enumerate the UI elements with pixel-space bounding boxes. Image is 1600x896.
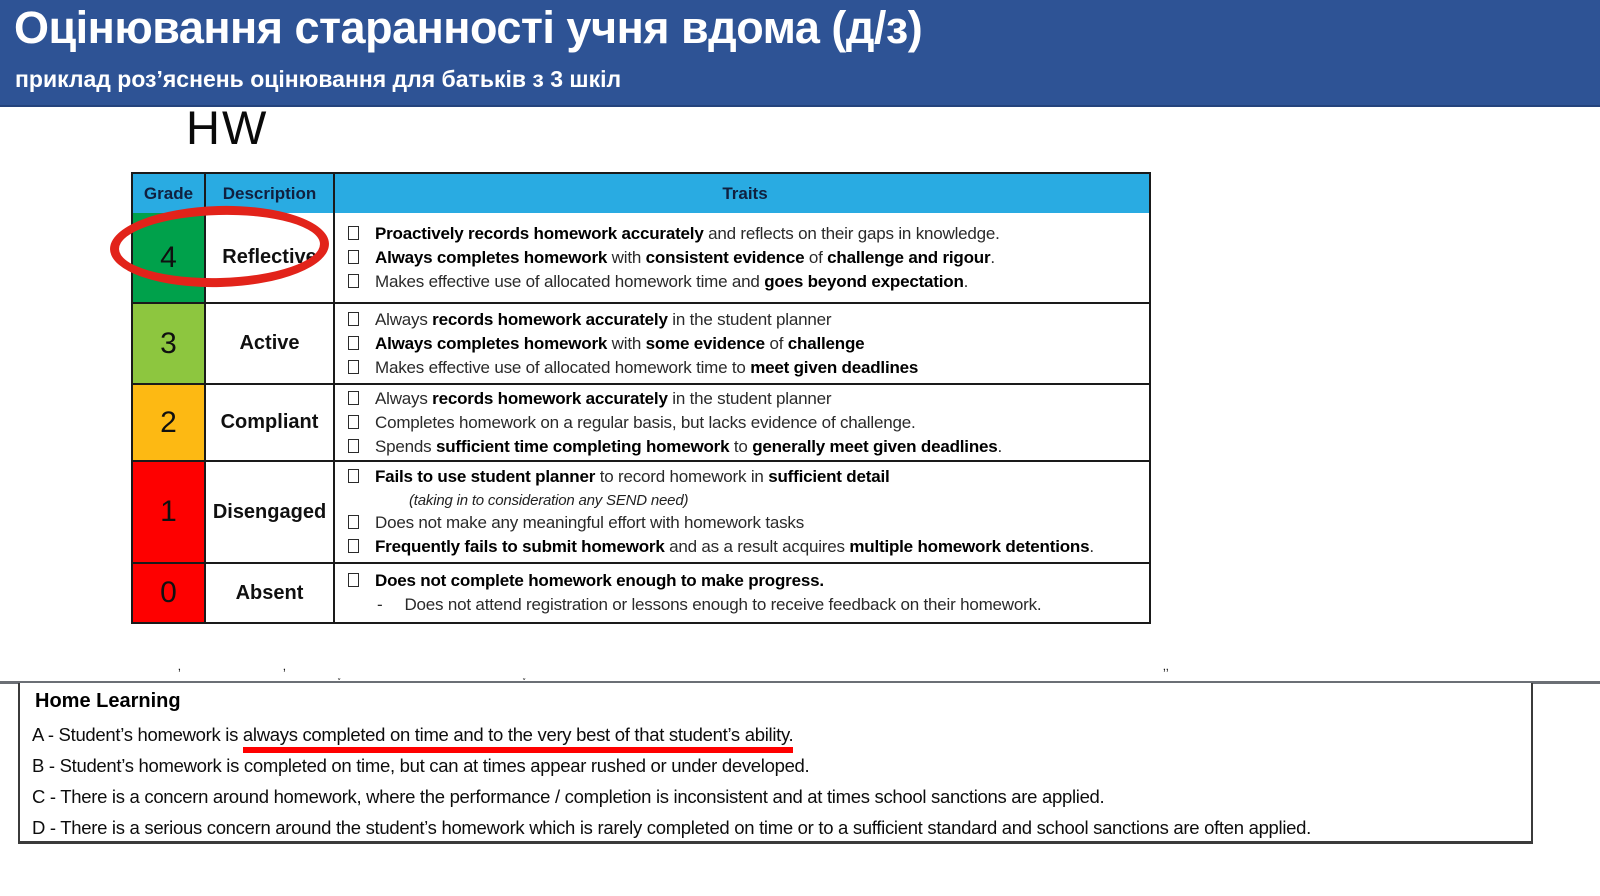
- traits-cell: [333, 564, 1149, 622]
- text-segment: of: [764, 333, 788, 353]
- text-segment: Always: [375, 309, 433, 329]
- description-cell: Reflective: [204, 213, 333, 302]
- text-segment: with: [607, 247, 646, 267]
- text-segment: records homework accurately: [432, 388, 668, 408]
- text-segment: and as a result acquires: [664, 537, 850, 556]
- text-segment: of: [804, 247, 828, 267]
- text-segment: Fails to use student planner: [375, 467, 596, 486]
- text-segment: challenge: [787, 333, 865, 353]
- text-segment: and reflects on their gaps in knowledge.: [703, 223, 1000, 243]
- text-segment: some evidence: [645, 333, 765, 353]
- text-segment: Always completes homework: [375, 333, 608, 353]
- checkbox-icon: [348, 226, 359, 240]
- checkbox-icon: [348, 360, 359, 374]
- text-segment: C - There is a concern around homework, where the performance / completion is inconsistent and at times school sanctions are applied.: [32, 786, 1105, 807]
- trait-line: [409, 489, 1143, 511]
- column-header-traits: Traits: [333, 174, 1149, 213]
- text-segment: with: [607, 333, 646, 353]
- clipped-glyph: ʼ: [283, 668, 286, 681]
- clipped-glyph: ˯: [337, 668, 342, 681]
- trait-line: [347, 356, 1143, 380]
- text-segment: (taking in to consideration any SEND need): [409, 492, 689, 509]
- rubric-row-grade-1: [133, 460, 1149, 562]
- text-segment: .: [1089, 537, 1094, 556]
- home-learning-box: [18, 683, 1533, 844]
- text-segment: Completes homework on a regular basis, but lacks evidence of challenge.: [375, 412, 916, 432]
- trait-line: [347, 246, 1143, 270]
- text-segment: generally meet given deadlines: [752, 436, 998, 456]
- text-segment: multiple homework detentions: [849, 537, 1090, 556]
- checkbox-icon: [348, 274, 359, 288]
- checkbox-icon: [348, 250, 359, 264]
- checkbox-icon: [348, 469, 359, 483]
- description-cell: Active: [204, 304, 333, 383]
- trait-line: [347, 332, 1143, 356]
- text-segment: Makes effective use of allocated homework time and: [375, 271, 765, 291]
- description-cell: Compliant: [204, 385, 333, 460]
- text-segment: consistent evidence: [645, 247, 805, 267]
- text-segment: goes beyond expectation: [764, 271, 964, 291]
- text-segment: in the student planner: [667, 388, 832, 408]
- text-segment: .: [963, 271, 969, 291]
- trait-line: [347, 511, 1143, 535]
- text-segment: Proactively records homework accurately: [375, 223, 704, 243]
- trait-line: [347, 593, 1143, 617]
- checkbox-icon: [348, 391, 359, 405]
- text-segment: Frequently fails to submit homework: [375, 537, 665, 556]
- page-subtitle: приклад роз’яснень оцінювання для батьків з 3 шкіл: [15, 66, 622, 92]
- checkbox-icon: [348, 515, 359, 529]
- table-header-row: [133, 174, 1149, 213]
- text-segment: Always completes homework: [375, 247, 608, 267]
- column-header-grade: Grade: [143, 183, 194, 203]
- rubric-table: [131, 172, 1151, 624]
- text-segment: A - Student’s homework is: [32, 724, 243, 745]
- trait-line: [347, 535, 1143, 559]
- clipped-glyph: ˯: [522, 668, 527, 681]
- text-segment: always completed on time and to the very best of that student’s ability.: [243, 724, 794, 753]
- checkbox-icon: [348, 312, 359, 326]
- rubric-row-grade-2: [133, 383, 1149, 460]
- trait-line: [347, 435, 1143, 459]
- home-learning-line: [32, 812, 1521, 843]
- text-segment: to record homework in: [595, 467, 769, 486]
- traits-cell: [333, 462, 1149, 562]
- text-segment: records homework accurately: [432, 309, 668, 329]
- text-segment: Always: [375, 388, 433, 408]
- grade-cell: 0: [133, 564, 204, 622]
- text-segment: Makes effective use of allocated homework time to: [375, 357, 751, 377]
- traits-cell: [333, 213, 1149, 302]
- hw-label: HW: [186, 101, 269, 154]
- text-segment: Does not complete homework enough to make progress.: [375, 571, 824, 590]
- trait-line: [347, 222, 1143, 246]
- home-learning-line: [32, 750, 1521, 781]
- text-segment: meet given deadlines: [750, 357, 919, 377]
- text-segment: sufficient detail: [768, 467, 890, 486]
- home-learning-line: [32, 719, 1521, 750]
- checkbox-icon: [348, 573, 359, 587]
- text-segment: Does not make any meaningful effort with homework tasks: [375, 513, 805, 532]
- text-segment: D - There is a serious concern around the student’s homework which is rarely completed on time or to a sufficient standard and school sanctions are often applied.: [32, 817, 1311, 838]
- text-segment: .: [990, 247, 995, 267]
- traits-cell: [333, 304, 1149, 383]
- grade-cell: 4: [133, 213, 204, 302]
- checkbox-icon: [348, 439, 359, 453]
- clipped-glyph: ʼʼ: [1163, 668, 1169, 681]
- trait-line: [347, 387, 1143, 411]
- clipped-glyph: ʼ: [178, 668, 181, 681]
- trait-line: [347, 411, 1143, 435]
- text-segment: sufficient time completing homework: [435, 436, 730, 456]
- checkbox-icon: [348, 415, 359, 429]
- rubric-row-grade-0: [133, 562, 1149, 622]
- description-cell: Absent: [204, 564, 333, 622]
- rubric-row-grade-4: [133, 213, 1149, 302]
- traits-cell: [333, 385, 1149, 460]
- checkbox-icon: [348, 336, 359, 350]
- home-learning-line: [32, 781, 1521, 812]
- trait-line: [347, 465, 1143, 489]
- column-header-description: Description: [204, 174, 333, 213]
- grade-cell: 3: [133, 304, 204, 383]
- clipped-text-fragments: [0, 668, 1600, 681]
- rubric-row-grade-3: [133, 302, 1149, 383]
- text-segment: Spends: [375, 436, 436, 456]
- checkbox-icon: [348, 539, 359, 553]
- trait-line: [347, 569, 1143, 593]
- grade-cell: 1: [133, 462, 204, 562]
- text-segment: challenge and rigour: [827, 247, 991, 267]
- page-title: Оцінювання старанності учня вдома (д/з): [14, 2, 923, 53]
- trait-line: [347, 270, 1143, 294]
- text-segment: to: [729, 436, 753, 456]
- dash-bullet: -: [377, 595, 383, 614]
- text-segment: Does not attend registration or lessons enough to receive feedback on their homework.: [404, 595, 1042, 614]
- slide-header: [0, 0, 1600, 107]
- grade-cell: 2: [133, 385, 204, 460]
- trait-line: [347, 308, 1143, 332]
- text-segment: B - Student’s homework is completed on time, but can at times appear rushed or under developed.: [32, 755, 810, 776]
- description-cell: Disengaged: [204, 462, 333, 562]
- text-segment: .: [997, 436, 1003, 456]
- home-learning-heading: Home Learning: [35, 690, 181, 712]
- text-segment: in the student planner: [667, 309, 832, 329]
